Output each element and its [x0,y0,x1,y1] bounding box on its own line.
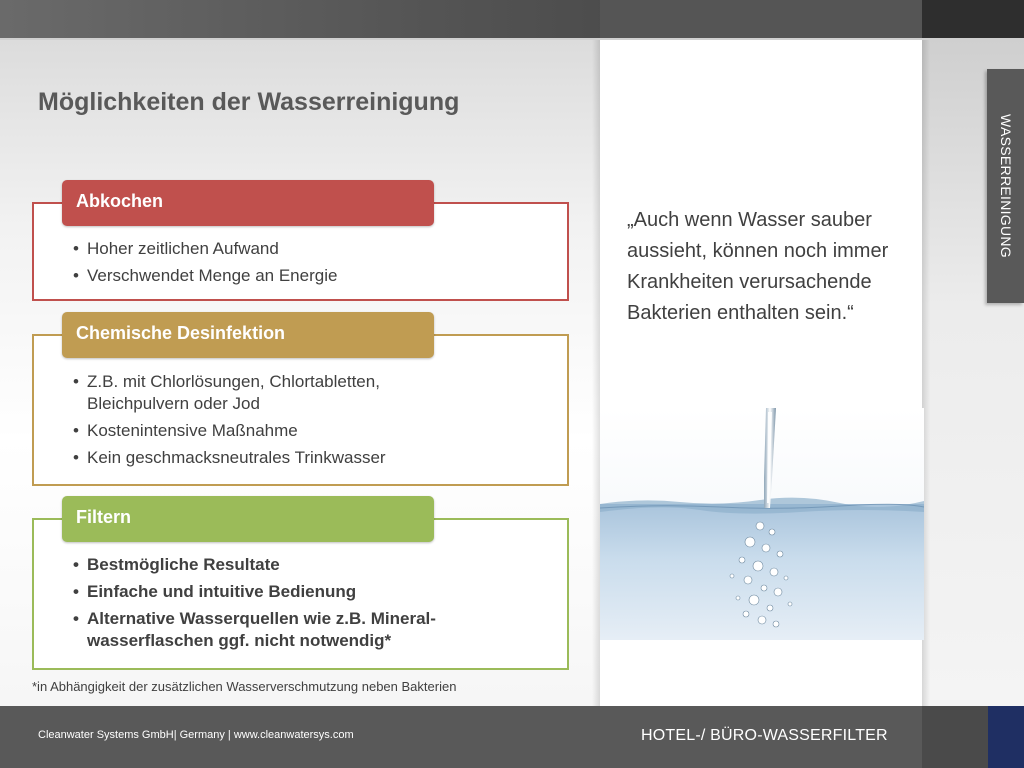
footer-product-title: HOTEL-/ BÜRO-WASSERFILTER [641,727,888,744]
panel-shadow-left [592,40,600,706]
list-item: • Bestmögliche Resultate [72,554,482,576]
list-item: • Hoher zeitlichen Aufwand [72,238,542,260]
footer-accent-block [988,706,1024,768]
top-bar-right [922,0,1024,38]
bullet-list-filtern [72,554,482,657]
right-panel-top [600,0,922,38]
water-splash-image [600,408,924,640]
bullet-list-chemische-desinfektion [72,371,432,474]
section-header-filtern: Filtern [62,496,434,542]
side-tab-label: WASSERREINIGUNG [997,114,1014,258]
list-item: • Z.B. mit Chlorlösungen, Chlortabletten, Bleichpulvern oder Jod [72,371,432,415]
list-item: • Alternative Wasserquellen wie z.B. Mineral-wasserflaschen ggf. nicht notwendig* [72,608,482,652]
footer-dark-block [922,706,988,768]
footnote: *in Abhängigkeit der zusätzlichen Wasserverschmutzung neben Bakterien [32,679,457,694]
list-item: • Kein geschmacksneutrales Trinkwasser [72,447,432,469]
list-item: • Kostenintensive Maßnahme [72,420,432,442]
quote-text: „Auch wenn Wasser sauber aussieht, können noch immer Krankheiten verursachende Bakterien enthalten sein.“ [627,209,889,324]
list-item: • Verschwendet Menge an Energie [72,265,542,287]
bullet-list-abkochen [72,238,542,292]
section-header-chemische-desinfektion: Chemische Desinfektion [62,312,434,358]
footer-company-info: Cleanwater Systems GmbH| Germany | www.cleanwatersys.com [38,729,354,741]
list-item: • Einfache und intuitive Bedienung [72,581,482,603]
slide-title: Möglichkeiten der Wasserreinigung [38,88,460,116]
side-section-tab [987,69,1024,303]
section-header-abkochen: Abkochen [62,180,434,226]
